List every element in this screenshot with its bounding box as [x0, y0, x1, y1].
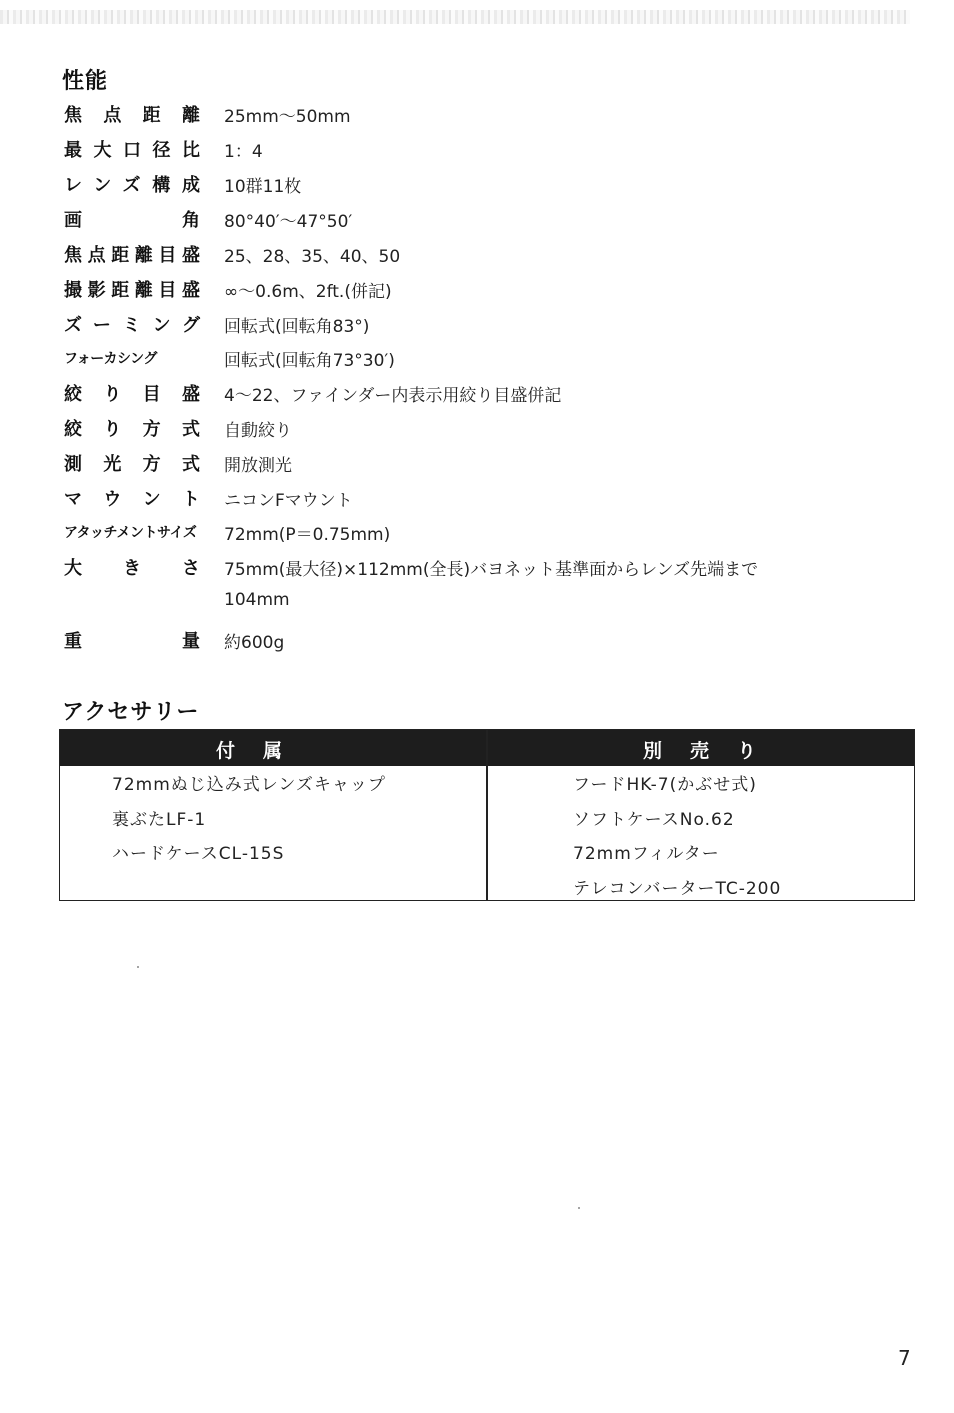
spec-row-angle-of-view [64, 206, 944, 236]
spec-value: 80°40′～47°50′ [224, 212, 353, 232]
scan-edge-noise [0, 10, 910, 24]
accessories-table [59, 729, 915, 901]
spec-value: 回転式(回転角83°) [224, 317, 370, 337]
spec-value: 25mm～50mm [224, 107, 351, 127]
specifications-title: 性能 [62, 69, 109, 94]
spec-row-focusing [64, 345, 944, 375]
spec-row-distance-scale [64, 276, 944, 306]
spec-row-weight [64, 627, 944, 657]
spec-row-metering [64, 450, 944, 480]
spec-label: マウント [64, 489, 200, 510]
spec-label: 最大口径比 [64, 140, 200, 161]
spec-value: 自動絞り [224, 421, 292, 441]
spec-value: 1：4 [224, 142, 263, 162]
spec-label: ズーミング [64, 315, 200, 336]
spec-label: 重量 [64, 631, 200, 652]
list-item: 72mmフィルター [573, 844, 720, 864]
spec-row-mount [64, 485, 944, 515]
spec-label: 画角 [64, 210, 200, 231]
spec-label: 絞り目盛 [64, 384, 200, 405]
spec-label: 撮影距離目盛 [64, 280, 200, 301]
scan-speck [578, 1207, 580, 1209]
scan-speck [137, 966, 139, 968]
spec-row-aperture-scale [64, 380, 944, 410]
spec-value: 75mm(最大径)×112mm(全長)バヨネット基準面からレンズ先端まで [224, 560, 759, 580]
sold-separately-column [573, 768, 781, 906]
spec-value: 104mm [224, 590, 290, 610]
spec-label: レンズ構成 [64, 175, 200, 196]
spec-row-dimensions-cont [64, 589, 944, 619]
spec-value: 25、28、35、40、50 [224, 247, 401, 267]
spec-row-focal-length [64, 101, 944, 131]
list-item: ソフトケースNo.62 [573, 809, 735, 830]
spec-value: 10群11枚 [224, 177, 302, 197]
spec-row-focal-length-scale [64, 241, 944, 271]
spec-value: ∞～0.6m、2ft.(併記) [224, 282, 392, 302]
spec-label: 焦点距離目盛 [64, 245, 200, 266]
column-divider [486, 730, 488, 900]
spec-value: 4～22、ファインダー内表示用絞り目盛併記 [224, 386, 562, 406]
list-item: 72mmぬじ込み式レンズキャップ [112, 775, 386, 795]
list-item: テレコンバーターTC-200 [573, 878, 782, 899]
list-item: 裏ぶたLF-1 [112, 809, 207, 830]
spec-value: ニコンFマウント [224, 491, 353, 511]
list-item: ハードケースCL-15S [112, 844, 285, 864]
spec-row-max-aperture [64, 136, 944, 166]
spec-label: 焦点距離 [64, 105, 200, 126]
spec-value: 開放測光 [224, 456, 292, 476]
spec-label: 大きさ [64, 558, 200, 579]
spec-value: 72mm(P＝0.75mm) [224, 525, 391, 545]
included-column [112, 768, 386, 872]
spec-row-lens-construction [64, 171, 944, 201]
spec-row-attachment-size [64, 519, 944, 549]
list-item: フードHK-7(かぶせ式) [573, 775, 757, 795]
spec-value: 回転式(回転角73°30′) [224, 351, 395, 371]
sold-separately-header: 別売り [643, 740, 785, 762]
spec-value: 約600g [224, 633, 285, 653]
spec-row-diaphragm [64, 415, 944, 445]
spec-row-zooming [64, 311, 944, 341]
included-header: 付属 [216, 740, 311, 762]
spec-label: 絞り方式 [64, 419, 200, 440]
page-number: 7 [898, 1346, 911, 1370]
spec-label: 測光方式 [64, 454, 200, 475]
spec-label: アタッチメントサイズ [64, 525, 197, 541]
spec-label: フォーカシング [64, 351, 157, 367]
accessories-title: アクセサリー [62, 700, 200, 725]
spec-row-dimensions [64, 554, 944, 584]
